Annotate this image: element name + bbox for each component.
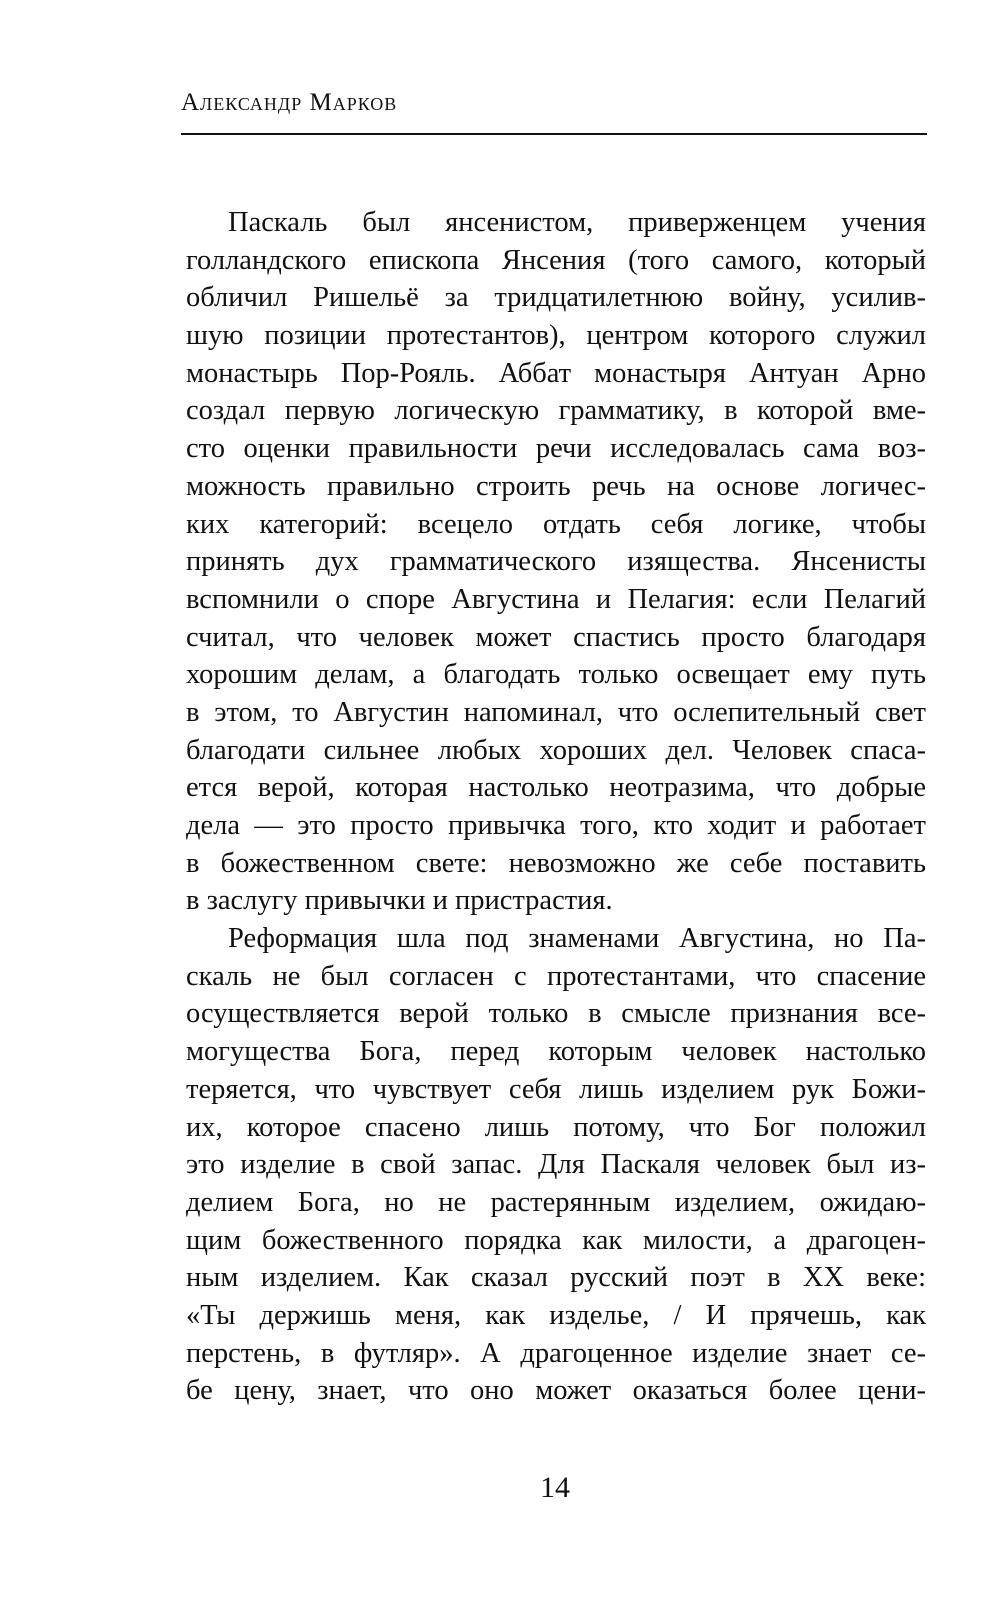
paragraph-1	[186, 204, 926, 920]
text-line: теряется, что чувствует себя лишь изделием рук Божи-	[186, 1073, 926, 1105]
running-head: Александр Марков	[181, 89, 398, 116]
text-line: сто оценки правильности речи исследовалась сама воз-	[186, 433, 926, 465]
text-line: вспомнили о споре Августина и Пелагия: если Пелагий	[186, 583, 926, 615]
text-line: монастырь Пор-Рояль. Аббат монастыря Антуан Арно	[186, 357, 926, 389]
text-line: перстень, в футляр». А драгоценное изделие знает се-	[186, 1337, 926, 1369]
text-line: щим божественного порядка как милости, а драгоцен-	[186, 1224, 926, 1256]
text-line: дела — это просто привычка того, кто ходит и работает	[186, 810, 926, 841]
text-line: голландского епископа Янсения (того самого, который	[186, 244, 926, 276]
text-line: обличил Ришельё за тридцатилетнюю войну, усилив-	[186, 282, 926, 314]
text-line: ких категорий: всецело отдать себя логике, чтобы	[186, 508, 926, 540]
text-line: могущества Бога, перед которым человек настолько	[186, 1036, 926, 1068]
text-line: благодати сильнее любых хороших дел. Человек спаса-	[186, 734, 926, 766]
text-line: ется верой, которая настолько неотразима, что добрые	[186, 772, 926, 804]
text-line: можность правильно строить речь на основе логичес-	[186, 470, 926, 502]
text-line: создал первую логическую грамматику, в которой вме-	[186, 395, 926, 427]
text-line: в заслугу привычки и пристрастия.	[186, 885, 613, 917]
body-text	[186, 204, 926, 1410]
text-line: ным изделием. Как сказал русский поэт в XX веке:	[186, 1262, 926, 1294]
text-line: бе цену, знает, что оно может оказаться более цени-	[186, 1375, 926, 1407]
text-line: в божественном свете: невозможно же себе поставить	[186, 847, 926, 879]
text-line: Паскаль был янсенистом, приверженцем учения	[228, 207, 926, 238]
text-line: делием Бога, но не растерянным изделием, ожидаю-	[186, 1186, 926, 1218]
text-line: скаль не был согласен с протестантами, что спасение	[186, 960, 926, 992]
text-line: принять дух грамматического изящества. Янсенисты	[186, 546, 926, 578]
text-line: Реформация шла под знаменами Августина, но Па-	[228, 923, 926, 955]
text-line: считал, что человек может спастись просто благодаря	[186, 621, 926, 653]
text-line: хорошим делам, а благодать только освещает ему путь	[186, 659, 926, 691]
text-line: в этом, то Августин напоминал, что ослепительный свет	[186, 696, 926, 728]
paragraph-2	[186, 920, 926, 1410]
text-line: их, которое спасено лишь потому, что Бог положил	[186, 1111, 926, 1143]
text-line: осуществляется верой только в смысле признания все-	[186, 998, 926, 1030]
text-line: это изделие в свой запас. Для Паскаля человек был из-	[186, 1149, 926, 1181]
text-line: шую позиции протестантов), центром которого служил	[186, 320, 926, 352]
text-line: «Ты держишь меня, как изделье, / И прячешь, как	[186, 1299, 926, 1331]
page-number: 14	[540, 1471, 570, 1504]
header-rule	[181, 133, 927, 135]
